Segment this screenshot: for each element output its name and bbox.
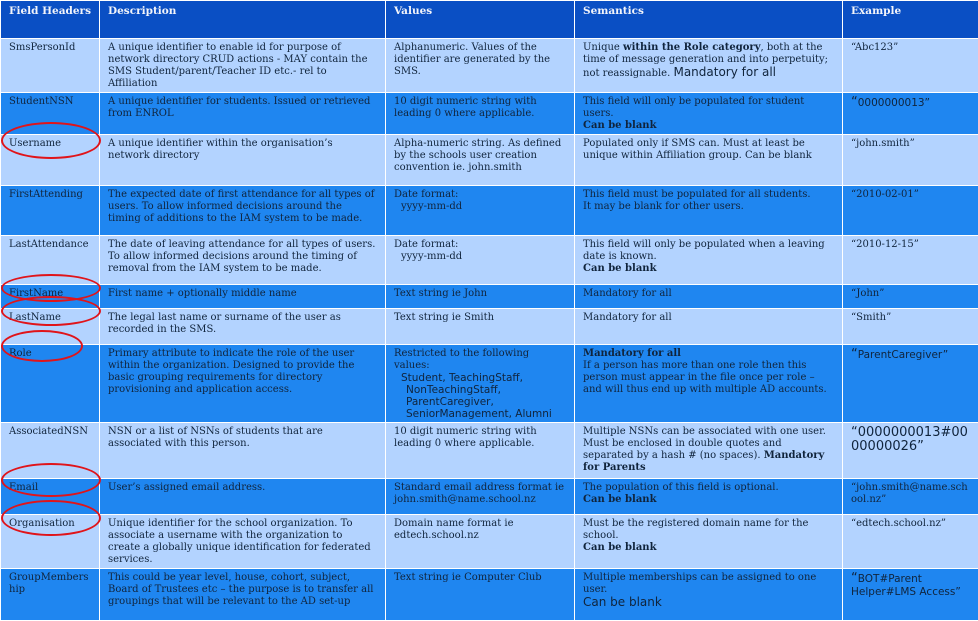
semantics-text: This field will only be populated for student users. [583,96,804,119]
table-row [1,309,978,345]
field-name: GroupMembership [1,569,100,621]
example-cell [843,345,978,423]
semantics-text: Must be the registered domain name for the school. [583,518,808,541]
description-cell: Primary attribute to indicate the role of the user within the organization. Designed to provide the basic grouping requirements for directory provisioning and application access. [100,345,386,423]
field-name: StudentNSN [1,93,100,135]
field-name: LastName [1,309,100,345]
semantics-cell: Populated only if SMS can. Must at least be unique within Affiliation group. Can be blank [575,135,843,186]
description-cell: Unique identifier for the school organization. To associate a username with the organization to create a globally unique identification for federated services. [100,515,386,569]
table-row [1,93,978,135]
description-cell: A unique identifier for students. Issued or retrieved from ENROL [100,93,386,135]
description-cell: First name + optionally middle name [100,285,386,309]
semantics-cell [575,479,843,515]
field-name: Email [1,479,100,515]
values-cell [386,236,575,285]
description-cell: The expected date of first attendance for all types of users. To allow informed decisions around the timing of additions to the IAM system to be made. [100,186,386,236]
semantics-mandatory: Mandatory for all [673,65,776,79]
table-row [1,186,978,236]
semantics-text: Multiple NSNs can be associated with one user. Must be enclosed in double quotes and separated by a hash # (no spaces). [583,426,826,461]
semantics-text: This field must be populated for all students. [583,189,811,200]
field-name: LastAttendance [1,236,100,285]
role-value: SeniorManagement, Alumni [394,408,566,420]
description-cell: User’s assigned email address. [100,479,386,515]
semantics-cell [575,93,843,135]
example-cell: “john.smith” [843,135,978,186]
semantics-blank: Can be blank [583,494,657,505]
table-row [1,236,978,285]
semantics-blank: Can be blank [583,263,657,274]
table-row [1,423,978,479]
description-cell: This could be year level, house, cohort, subject, Board of Trustees etc – the purpose is to transfer all groupings that will be relevant to the AD set-up [100,569,386,621]
table-row [1,39,978,93]
semantics-text: , both at the time of message generation and into perpetuity; not reassignable. [583,42,828,79]
example-cell: “edtech.school.nz” [843,515,978,569]
example-quote: “ [851,95,858,110]
semantics-blank: Can be blank [583,120,657,131]
semantics-text: Unique [583,42,623,53]
role-value: Student, TeachingStaff, [394,372,566,384]
example-text: 0000000013” [858,97,930,109]
example-text: 0000000013#0000000026” [851,425,968,454]
semantics-cell [575,423,843,479]
description-cell: The legal last name or surname of the user as recorded in the SMS. [100,309,386,345]
table-row [1,285,978,309]
example-text: ParentCaregiver” [858,349,948,361]
values-cell: Text string ie John [386,285,575,309]
role-value: NonTeachingStaff, [394,384,566,396]
table-row [1,479,978,515]
values-cell: Text string ie Computer Club [386,569,575,621]
values-cell: Text string ie Smith [386,309,575,345]
example-text: BOT#Parent Helper#LMS Access” [851,573,961,598]
field-name: SmsPersonId [1,39,100,93]
semantics-text: This field will only be populated when a leaving date is known. [583,239,825,262]
description-cell: A unique identifier to enable id for purpose of network directory CRUD actions - MAY contain the SMS Student/parent/Teacher ID etc.- rel to Affiliation [100,39,386,93]
semantics-mandatory: Mandatory for Parents [583,450,824,473]
values-text: Date format: [394,189,458,200]
field-name: Username [1,135,100,186]
semantics-cell [575,39,843,93]
header-field: Field Headers [1,1,100,39]
example-cell: “Smith” [843,309,978,345]
table-row [1,345,978,423]
semantics-cell [575,186,843,236]
semantics-mandatory: Mandatory for all [583,348,681,359]
semantics-text: If a person has more than one role then this person must appear in the file once per role – and will thus end up with multiple AD accounts. [583,360,827,395]
values-text: Restricted to the following values: [394,348,529,371]
table-row [1,569,978,621]
header-row [1,1,978,39]
example-cell [843,93,978,135]
semantics-cell [575,345,843,423]
values-cell [386,186,575,236]
values-cell: Standard email address format ie john.smith@name.school.nz [386,479,575,515]
example-cell [843,569,978,621]
header-semantics: Semantics [575,1,843,39]
values-format: yyyy-mm-dd [394,251,566,263]
header-description: Description [100,1,386,39]
semantics-text: It may be blank for other users. [583,201,744,212]
description-cell: NSN or a list of NSNs of students that are associated with this person. [100,423,386,479]
header-example: Example [843,1,978,39]
semantics-cell: Mandatory for all [575,285,843,309]
description-cell: The date of leaving attendance for all types of users. To allow informed decisions around the timing of removal from the IAM system to be made. [100,236,386,285]
semantics-cell: Mandatory for all [575,309,843,345]
example-cell: “Abc123” [843,39,978,93]
example-cell [843,423,978,479]
field-name: Role [1,345,100,423]
role-value: ParentCaregiver, [394,396,566,408]
values-cell: 10 digit numeric string with leading 0 where applicable. [386,93,575,135]
table-row [1,515,978,569]
field-name: FirstName [1,285,100,309]
values-text: Date format: [394,239,458,250]
semantics-emphasis: within the Role category [623,42,761,53]
table-row [1,135,978,186]
semantics-cell [575,569,843,621]
semantics-blank: Can be blank [583,595,662,609]
semantics-text: Multiple memberships can be assigned to one user. [583,572,816,595]
semantics-cell [575,236,843,285]
semantics-text: The population of this field is optional. [583,482,779,493]
values-cell: Alpha-numeric string. As defined by the schools user creation convention ie. john.smith [386,135,575,186]
semantics-blank: Can be blank [583,542,657,553]
header-values: Values [386,1,575,39]
field-name: FirstAttending [1,186,100,236]
description-cell: A unique identifier within the organisation’s network directory [100,135,386,186]
values-cell [386,345,575,423]
example-cell: “John” [843,285,978,309]
values-cell: 10 digit numeric string with leading 0 where applicable. [386,423,575,479]
example-quote: “ [851,347,858,362]
field-name: AssociatedNSN [1,423,100,479]
example-quote: “ [851,571,858,586]
field-name: Organisation [1,515,100,569]
semantics-cell [575,515,843,569]
values-format: yyyy-mm-dd [394,201,566,213]
example-cell: “2010-02-01” [843,186,978,236]
example-cell: “john.smith@name.school.nz” [843,479,978,515]
example-quote: “ [851,425,858,440]
example-cell: “2010-12-15” [843,236,978,285]
values-cell: Domain name format ie edtech.school.nz [386,515,575,569]
values-cell: Alphanumeric. Values of the identifier are generated by the SMS. [386,39,575,93]
